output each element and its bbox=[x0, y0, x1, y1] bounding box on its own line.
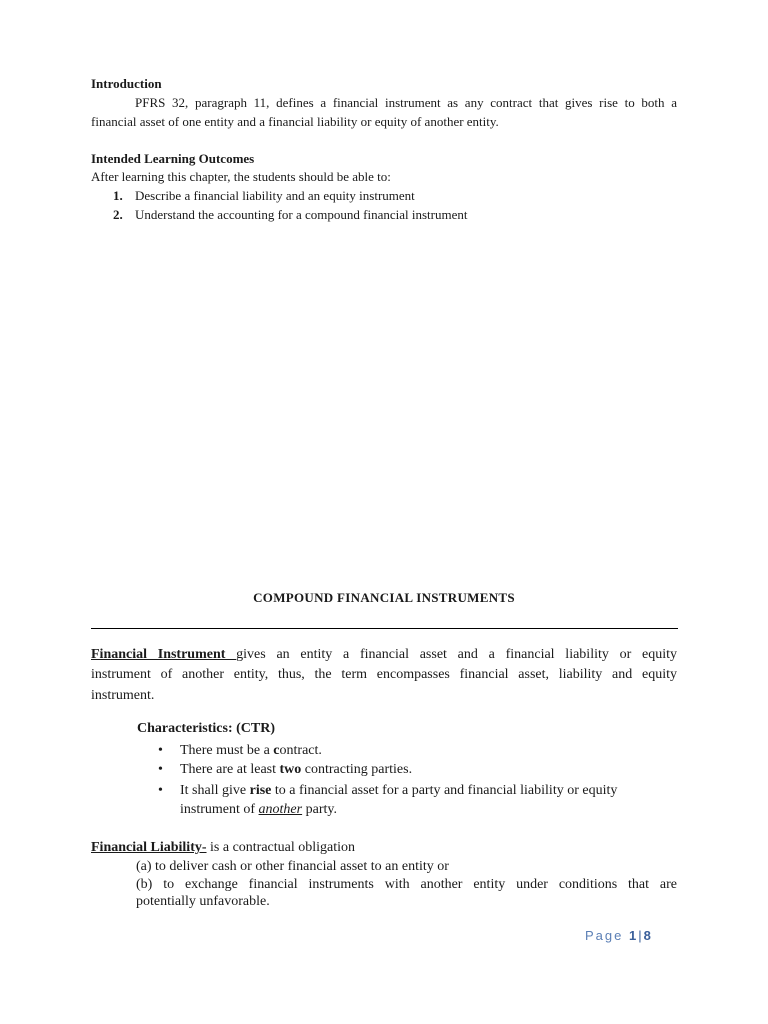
outcome-number: 2. bbox=[113, 207, 123, 222]
mnemonic-word: rise bbox=[249, 783, 272, 798]
bullet-icon: • bbox=[158, 762, 163, 777]
characteristic-rise-continued: instrument of another party. bbox=[180, 802, 337, 817]
characteristic-rise: • It shall give rise to a financial asset for a party and financial liability or equity bbox=[158, 781, 617, 801]
fi-term: Financial Instrument bbox=[91, 647, 237, 662]
outcomes-heading: Intended Learning Outcomes bbox=[91, 151, 255, 166]
outcome-text: Describe a financial liability and an equity instrument bbox=[135, 188, 415, 203]
outcome-item-2 bbox=[113, 206, 467, 224]
characteristic-contract: • There must be a contract. bbox=[158, 741, 322, 761]
footer-separator: | bbox=[638, 928, 642, 943]
characteristics-heading: Characteristics: (CTR) bbox=[137, 721, 276, 736]
page-footer bbox=[585, 926, 651, 946]
emphasized-word: another bbox=[258, 802, 303, 817]
bullet-icon: • bbox=[158, 743, 163, 758]
fl-definition-text: is a contractual obligation bbox=[206, 840, 356, 855]
footer-label: Page bbox=[585, 928, 624, 943]
total-pages: 8 bbox=[643, 928, 651, 943]
fl-clause-a: (a) to deliver cash or other financial asset to an entity or bbox=[136, 859, 449, 874]
fi-line-1 bbox=[91, 645, 677, 665]
outcomes-lead: After learning this chapter, the students should be able to: bbox=[91, 169, 391, 184]
intro-line-2: financial asset of one entity and a financial liability or equity of another entity. bbox=[91, 114, 499, 129]
fl-clause-b-line-1: (b) to exchange financial instruments with another entity under conditions that are bbox=[136, 877, 677, 892]
fi-line-1-text: gives an entity a financial asset and a financial liability or equity bbox=[236, 647, 677, 662]
fl-clause-b-line-2: potentially unfavorable. bbox=[136, 894, 270, 909]
outcome-text: Understand the accounting for a compound financial instrument bbox=[135, 207, 468, 222]
section-title: COMPOUND FINANCIAL INSTRUMENTS bbox=[253, 590, 515, 605]
fl-term: Financial Liability- bbox=[91, 840, 207, 855]
intro-heading: Introduction bbox=[91, 76, 162, 91]
fl-definition bbox=[91, 838, 355, 858]
characteristic-two-parties: • There are at least two contracting parties. bbox=[158, 760, 412, 780]
intro-line-1: PFRS 32, paragraph 11, defines a financial instrument as any contract that gives rise to both a bbox=[135, 95, 677, 110]
fi-line-2: instrument of another entity, thus, the term encompasses financial asset, liability and equity bbox=[91, 667, 677, 682]
section-divider bbox=[91, 628, 678, 629]
outcome-item-1 bbox=[113, 187, 415, 205]
bullet-icon: • bbox=[158, 783, 163, 798]
current-page-number: 1 bbox=[629, 928, 637, 943]
mnemonic-letter: c bbox=[273, 743, 280, 758]
mnemonic-word: two bbox=[279, 762, 302, 777]
outcome-number: 1. bbox=[113, 188, 123, 203]
fi-line-3: instrument. bbox=[91, 688, 155, 703]
